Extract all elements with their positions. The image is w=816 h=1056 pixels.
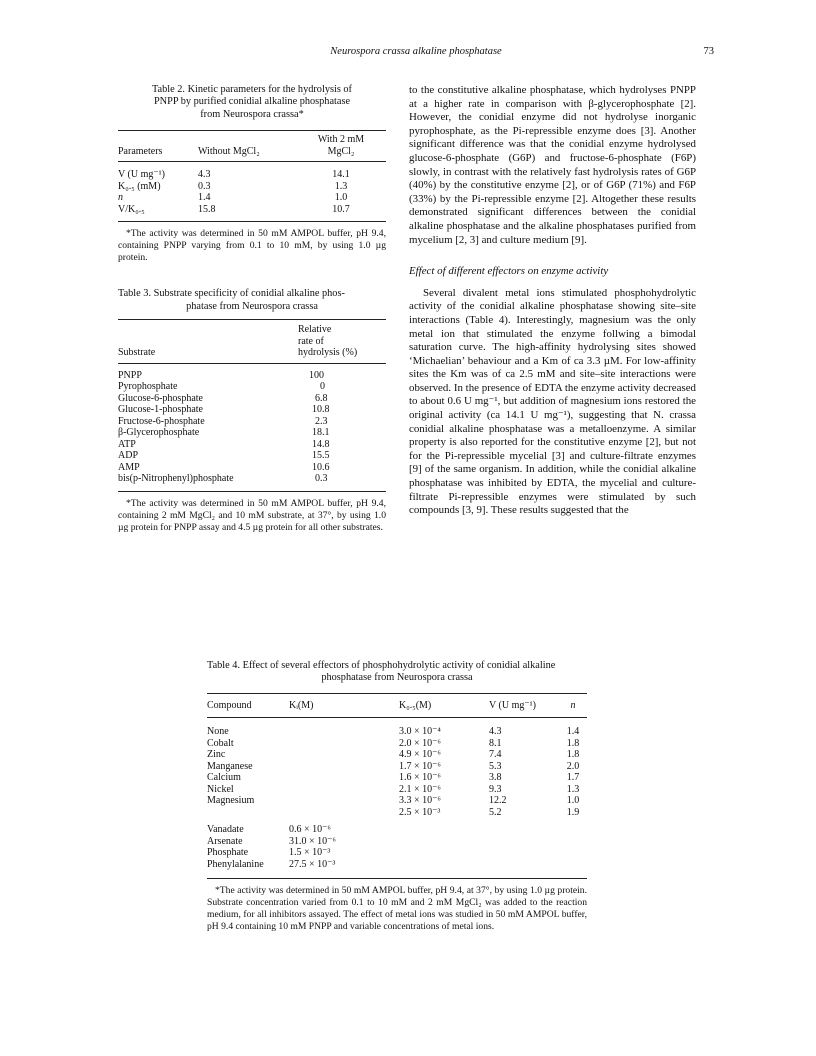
table-cell: 0.3 [198,180,211,192]
column-header-line: Relative [298,324,332,336]
table-row [207,761,587,773]
table-row [207,749,587,761]
table-cell: None [207,726,229,738]
table-cell: Manganese [207,760,253,772]
column-header-line: rate of [298,335,324,347]
table-cell: Magnesium [207,795,255,807]
table-rule [118,221,386,222]
table-header-row [118,324,386,359]
column-header: K₀.₅(M) [399,699,432,711]
table-cell: 27.5 × 10⁻³ [289,858,336,870]
table-cell: 1.3 [566,783,580,795]
table-cell: 1.0 [566,795,580,807]
table-cell: 18.1 [312,427,330,439]
table-cell: 1.7 × 10⁻⁶ [399,760,441,772]
table-row [118,450,386,462]
column-header: Compound [207,699,252,711]
table-cell: 0 [320,381,325,393]
table-row [207,824,587,836]
table-3 [118,288,386,533]
table-4-body [207,726,587,870]
table-rule [207,878,587,879]
table-cell [289,761,399,773]
table-cell: 2.0 [566,760,580,772]
table-cell: n [118,192,123,204]
table-cell: 5.3 [489,760,502,772]
table-3-caption-line: phatase from Neurospora crassa [186,300,318,312]
table-cell: 31.0 × 10⁻⁶ [289,835,336,847]
table-row [118,462,386,474]
right-column [409,84,696,518]
table-cell: AMP [118,461,140,473]
table-cell: 14.1 [332,169,350,181]
table-cell: 1.7 [566,772,580,784]
table-2-body [118,169,386,215]
table-row [118,181,386,193]
table-cell: Glucose-6-phosphate [118,392,203,404]
table-row [118,404,386,416]
table-row [118,427,386,439]
table-rule [118,130,386,131]
table-cell: 2.3 [315,415,328,427]
table-header-row [118,134,386,157]
table-cell: 1.4 [198,192,211,204]
table-row [207,859,587,871]
table-row [207,807,587,819]
table-cell: 2.5 × 10⁻³ [399,806,441,818]
table-row [118,416,386,428]
table-cell: bis(p-Nitrophenyl)phosphate [118,473,234,485]
table-cell [289,749,399,761]
column-header-line: hydrolysis (%) [298,347,358,359]
table-row [207,836,587,848]
table-cell: Cobalt [207,737,234,749]
table-4-caption-line: phosphatase from Neurospora crassa [321,672,473,684]
table-cell [289,726,399,738]
table-cell: 10.7 [332,203,350,215]
column-header: V (U mg⁻¹) [489,699,536,711]
table-cell [289,807,399,819]
table-2-caption [118,84,386,121]
table-4-footnote: *The activity was determined in 50 mM AMPOL buffer, pH 9.4, at 37°, by using 1.0 µg protein. Substrate concentration varied from 0.1 to 10 mM and 2 mM MgCl₂ was added to the reaction medium, for all inhibitors assayed. The effect of metal ions was studied in 50 mM AMPOL buffer, pH 9.4 containing 10 mM PNPP and variable concentrations of metal ions. [207,885,587,933]
table-2-grid [118,134,386,157]
table-row [118,473,386,485]
table-cell: ATP [118,438,136,450]
table-row [118,204,386,216]
table-cell [207,807,289,819]
column-header: Kᵢ(M) [289,699,314,711]
section-heading: Effect of different effectors on enzyme activity [409,265,609,278]
column-header-line: MgCl₂ [327,145,355,157]
table-rule [207,717,587,718]
table-4 [207,660,587,933]
table-cell [289,795,399,807]
table-cell: Glucose-1-phosphate [118,404,203,416]
table-cell: 0.3 [315,473,328,485]
table-cell: 4.3 [198,169,211,181]
table-cell: 3.0 × 10⁻⁴ [399,726,441,738]
table-cell: Phenylalanine [207,858,264,870]
column-header [298,324,386,359]
table-row [118,393,386,405]
left-column [118,84,386,534]
table-cell [289,772,399,784]
column-header: Without MgCl₂ [198,145,260,157]
table-row [207,847,587,859]
table-cell: K₀.₅ (mM) [118,180,161,192]
table-4-caption [207,660,587,685]
table-cell: 3.3 × 10⁻⁶ [399,795,441,807]
table-row [118,169,386,181]
table-cell: 1.8 [566,749,580,761]
table-2-caption-line: Table 2. Kinetic parameters for the hydrolysis of [151,84,352,95]
table-cell: 1.4 [566,726,580,738]
table-cell: 6.8 [315,392,328,404]
table-3-caption [118,288,386,313]
running-title: Neurospora crassa alkaline phosphatase [330,46,502,57]
table-cell: 9.3 [489,783,502,795]
table-cell: 14.8 [312,438,330,450]
running-header [118,46,714,62]
table-cell: 10.6 [312,461,330,473]
table-2 [118,84,386,264]
column-header: Parameters [118,145,163,157]
column-header: Substrate [118,347,156,359]
table-2-caption-line: from Neurospora crassa* [200,108,304,120]
table-row [118,381,386,393]
table-cell: Zinc [207,749,226,761]
table-cell: 7.4 [489,749,502,761]
table-cell: 4.3 [489,726,502,738]
table-row [207,784,587,796]
table-cell: 4.9 × 10⁻⁶ [399,749,441,761]
table-header-row [207,700,587,712]
table-3-body [118,370,386,485]
table-cell: ADP [118,450,139,462]
table-cell: 2.1 × 10⁻⁶ [399,783,441,795]
table-cell: Pyrophosphate [118,381,178,393]
table-cell: V/K₀.₅ [118,203,145,215]
table-cell [289,784,399,796]
table-cell: 1.6 × 10⁻⁶ [399,772,441,784]
table-rule [118,363,386,364]
table-cell: 3.8 [489,772,502,784]
table-cell: 1.5 × 10⁻³ [289,847,331,859]
table-rule [207,693,587,694]
body-paragraph: Several divalent metal ions stimulated phosphohydrolytic activity of the conidial alkaline phosphatase showing site–site interactions (Table 4). Interestingly, magnesium was the only metal ion that stimulated the enzyme follwing a bimodal saturation curve. The high-affinity hydrolysing sites showed ‘Michaelian’ behaviour and a Km of ca 3.3 µM. For low-affinity sites the Km was of ca 2.5 mM and site–site interactions were observed. In the presence of EDTA the enzyme activity decreased to about 0.6 U mg⁻¹, but addition of magnesium ions restored the original activity (ca 14.1 U mg⁻¹), suggesting that N. crassa conidial alkaline phosphatase was a metalloenzyme. A similar property is also reported for the constitutive enzyme [2], but not for the Pi-repressible mycelial [3] and culture-filtrate enzymes [9] of the same organism. In addition, while the conidial alkaline phosphatase was inhibited by EDTA, the mycelial and culture-filtrate Pi-repressible enzymes were stimulated by such compounds [3, 9]. These results suggested that the [409,286,696,517]
table-2-footnote: *The activity was determined in 50 mM AMPOL buffer, pH 9.4, containing PNPP varying from 0.1 to 10 mM, by using 1.0 µg protein. [118,228,386,264]
column-header-line: With 2 mM [317,134,365,146]
table-cell: 100 [309,369,324,381]
table-cell: 2.0 × 10⁻⁶ [399,737,441,749]
table-rule [118,491,386,492]
table-rule [118,319,386,320]
column-header [296,134,386,157]
table-row [118,192,386,204]
table-row [207,726,587,738]
column-header: n [570,699,576,711]
table-cell: Fructose-6-phosphate [118,415,205,427]
table-row [207,738,587,750]
table-3-grid [118,324,386,359]
table-cell: Nickel [207,783,234,795]
table-cell: V (U mg⁻¹) [118,169,165,181]
body-paragraph: to the constitutive alkaline phosphatase, which hydrolyses PNPP at a higher rate in comparison with β-glycerophosphate [2]. However, the conidial enzyme did not hydrolyse inorganic pyrophosphate, as the Pi-repressible enzyme does [3]. Another significant difference was that the conidial enzyme hydrolysed glucose-6-phosphate (G6P) and fructose-6-phosphate (F6P) slowly, in contrast with the relatively fast hydrolysis rates of G6P (40%) by the constitutive enzyme [2], or of G6P (71%) and F6P (33%) by the Pi-repressible enzyme [2]. Altogether these results demonstrated significant differences between the conidial alkaline phosphatase and the alkaline phosphatases purified from mycelium [2, 3] and culture medium [9]. [409,84,696,246]
table-cell: Phosphate [207,847,249,859]
table-cell: PNPP [118,369,142,381]
table-cell [289,738,399,750]
table-cell: 15.8 [198,203,216,215]
table-cell: Calcium [207,772,241,784]
table-cell: 15.5 [312,450,330,462]
table-cell: 1.9 [566,806,580,818]
table-cell: 10.8 [312,404,330,416]
table-3-caption-line: Table 3. Substrate specificity of conidial alkaline phos- [118,288,345,300]
table-row [207,795,587,807]
table-cell: 8.1 [489,737,502,749]
table-cell: β-Glycerophosphate [118,427,200,439]
page-number: 73 [703,46,714,57]
table-cell: 5.2 [489,806,502,818]
table-cell: Arsenate [207,835,243,847]
table-cell: 1.8 [566,737,580,749]
table-row [118,439,386,451]
table-row [118,370,386,382]
table-rule [118,161,386,162]
table-4-header [207,700,587,712]
table-cell: 1.0 [334,192,348,204]
table-2-caption-line: PNPP by purified conidial alkaline phosphatase [153,96,351,108]
table-4-caption-line: Table 4. Effect of several effectors of phosphohydrolytic activity of conidial alkaline [207,660,556,671]
table-row [207,772,587,784]
table-3-footnote: *The activity was determined in 50 mM AMPOL buffer, pH 9.4, containing 2 mM MgCl₂ and 10 mM substrate, at 37°, by using 1.0 µg protein for PNPP assay and 4.5 µg protein for all other substrates. [118,497,386,533]
table-cell: 1.3 [334,180,348,192]
table-cell: Vanadate [207,824,244,836]
table-cell: 0.6 × 10⁻⁶ [289,824,331,836]
table-cell: 12.2 [489,795,507,807]
